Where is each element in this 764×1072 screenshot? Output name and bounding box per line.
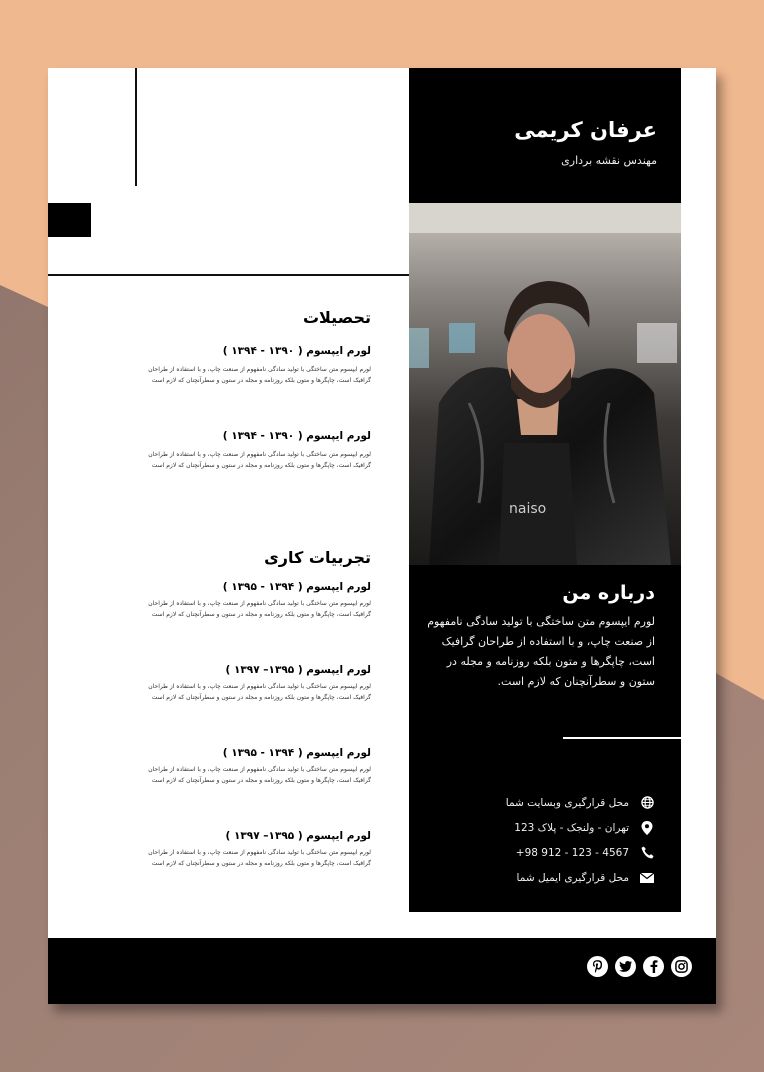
contact-text: محل قرارگیری وبسایت شما: [505, 796, 629, 809]
contact-text: محل قرارگیری ایمیل شما: [516, 871, 629, 884]
education-title: تحصیلات: [302, 308, 371, 327]
entry-title: لورم ایپسوم ( ۱۳۹۰ - ۱۳۹۴ ): [222, 430, 371, 442]
entry-title: لورم ایپسوم ( ۱۳۹۵– ۱۳۹۷ ): [225, 830, 371, 842]
entry-title: لورم ایپسوم ( ۱۳۹۴ - ۱۳۹۵ ): [222, 747, 371, 759]
experience-entry: [131, 664, 371, 703]
contact-address: [425, 815, 655, 840]
decorative-horizontal-line: [48, 274, 410, 276]
about-text: لورم ایپسوم متن ساختگی با تولید سادگی نامفهوم از صنعت چاپ، و با استفاده از طراحان گرافیک است، چاپگرها و متون بلکه روزنامه و مجله در ستون و سطرآنچنان که لازم است.: [427, 615, 655, 688]
twitter-icon[interactable]: [615, 956, 636, 977]
experience-entry: [131, 830, 371, 869]
experience-entry: [131, 581, 371, 620]
decorative-block: [48, 203, 91, 237]
facebook-icon[interactable]: [643, 956, 664, 977]
entry-title: لورم ایپسوم ( ۱۳۹۰ - ۱۳۹۴ ): [222, 345, 371, 357]
entry-title: لورم ایپسوم ( ۱۳۹۴ - ۱۳۹۵ ): [222, 581, 371, 593]
entry-text: لورم ایپسوم متن ساختگی با تولید سادگی نامفهوم از صنعت چاپ، و با استفاده از طراحان گرافیک است، چاپگرها و متون بلکه روزنامه و مجله در ستون و سطرآنچنان که لازم است: [148, 366, 371, 384]
contact-text: تهران - ولنجک - پلاک 123: [514, 821, 629, 834]
globe-icon: [639, 795, 655, 811]
profile-panel: [409, 68, 681, 912]
entry-text: لورم ایپسوم متن ساختگی با تولید سادگی نامفهوم از صنعت چاپ، و با استفاده از طراحان گرافیک است، چاپگرها و متون بلکه روزنامه و مجله در ستون و سطرآنچنان که لازم است: [148, 451, 371, 469]
entry-text: لورم ایپسوم متن ساختگی با تولید سادگی نامفهوم از صنعت چاپ، و با استفاده از طراحان گرافیک است، چاپگرها و متون بلکه روزنامه و مجله در ستون و سطرآنچنان که لازم است: [148, 600, 371, 618]
contact-list: [425, 790, 655, 890]
education-entry: [131, 345, 371, 386]
pinterest-icon[interactable]: [587, 956, 608, 977]
social-links: [587, 956, 692, 977]
location-pin-icon: [639, 820, 655, 836]
about-title: درباره من: [562, 582, 655, 604]
experience-section: [131, 548, 371, 869]
contact-phone[interactable]: [425, 840, 655, 865]
decorative-vertical-line: [135, 68, 137, 186]
footer-bar: [48, 938, 716, 1004]
profile-photo: [409, 203, 681, 565]
experience-title: تجربیات کاری: [264, 548, 371, 567]
envelope-icon: [639, 870, 655, 886]
experience-entry: [131, 747, 371, 786]
education-entry: [131, 430, 371, 471]
education-section: [131, 308, 371, 471]
entry-text: لورم ایپسوم متن ساختگی با تولید سادگی نامفهوم از صنعت چاپ، و با استفاده از طراحان گرافیک است، چاپگرها و متون بلکه روزنامه و مجله در ستون و سطرآنچنان که لازم است: [148, 849, 371, 867]
person-name: عرفان کریمی: [514, 118, 657, 142]
contact-email[interactable]: [425, 865, 655, 890]
phone-icon: [639, 845, 655, 861]
about-divider: [563, 737, 681, 739]
job-title: مهندس نقشه برداری: [561, 154, 657, 167]
contact-website[interactable]: [425, 790, 655, 815]
entry-text: لورم ایپسوم متن ساختگی با تولید سادگی نامفهوم از صنعت چاپ، و با استفاده از طراحان گرافیک است، چاپگرها و متون بلکه روزنامه و مجله در ستون و سطرآنچنان که لازم است: [148, 766, 371, 784]
contact-text: +98 912 - 123 - 4567: [515, 846, 629, 859]
svg-text:naiso: naiso: [509, 501, 547, 517]
instagram-icon[interactable]: [671, 956, 692, 977]
resume-page: [48, 68, 716, 1004]
entry-title: لورم ایپسوم ( ۱۳۹۵– ۱۳۹۷ ): [225, 664, 371, 676]
entry-text: لورم ایپسوم متن ساختگی با تولید سادگی نامفهوم از صنعت چاپ، و با استفاده از طراحان گرافیک است، چاپگرها و متون بلکه روزنامه و مجله در ستون و سطرآنچنان که لازم است: [148, 683, 371, 701]
